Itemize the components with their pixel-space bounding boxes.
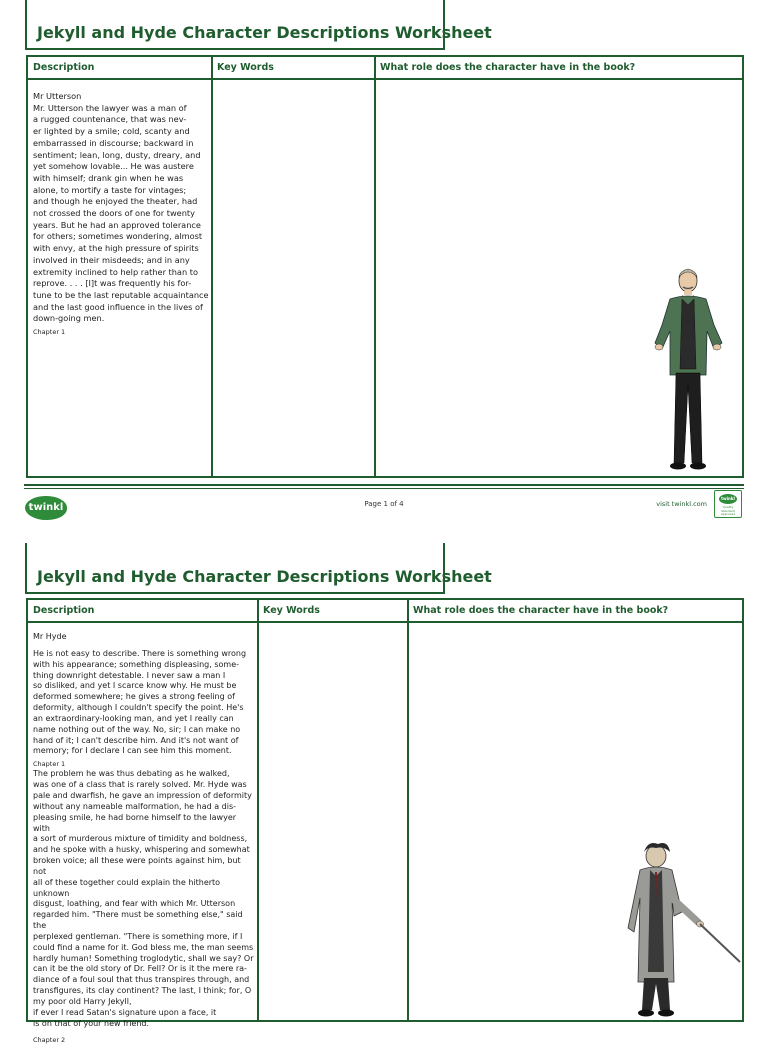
column-divider (257, 600, 259, 1020)
character-name: Mr Hyde (33, 632, 67, 641)
worksheet-page-1 (0, 0, 768, 520)
header-role: What role does the character have in the book? (413, 605, 669, 616)
header-key-words: Key Words (217, 62, 274, 73)
page-footer (24, 484, 744, 520)
description-cell (33, 91, 209, 340)
worksheet-table (26, 598, 744, 1044)
header-description: Description (33, 62, 95, 73)
footer-divider (24, 484, 744, 486)
title-box (25, 0, 492, 50)
chapter-label: Chapter 2 (33, 1035, 66, 1044)
column-divider (374, 57, 376, 476)
page-number: Page 1 of 4 (364, 500, 404, 508)
twinkl-logo-icon[interactable]: twinkl (25, 496, 67, 520)
column-divider (211, 57, 213, 476)
description-text: Mr. Utterson the lawyer was a man of a rugged countenance, that was nev- er lighted by a smile; cold, scanty and embarrassed in discourse; backward in sentiment; lean, long, dusty, dreary, and yet somehow lovable... He was austere with himself; drank gin when he was alone, to mortify a taste for vintages; and though he enjoyed the theater, had not crossed the doors of one for twenty years. But he had an approved tolerance for others; sometimes wondering, almost with envy, at the high pressure of spirits involved in their misdeeds; and in any extremity inclined to help rather than to reprove. . . . [I]t was frequently his for- tune to be the last reputable acquaintance and the last good influence in the lives of down-going men. (33, 102, 209, 324)
quality-badge-icon (714, 490, 742, 518)
header-key-words: Key Words (263, 605, 320, 616)
badge-logo: twinkl (719, 494, 737, 504)
badge-text: Quality Standard Approved (720, 505, 736, 516)
header-role: What role does the character have in the book? (380, 62, 636, 73)
worksheet-table (26, 55, 744, 478)
hyde-illustration (626, 842, 744, 1020)
character-name: Mr Utterson (33, 91, 82, 101)
description-text: The problem he was thus debating as he walked, was one of a class that is rarely solved. Mr. Hyde was pale and dwarfish, he gave an impression of deformity without any nameable malformation, he had a dis- pleasing smile, he had borne himself to the lawyer with a sort of murderous mixture of timidity and boldness, and he spoke with a husky, whispering and somewhat broken voice; all these were points against him, but not all of these together could explain the hitherto unknown disgust, loathing, and fear with which Mr. Utterson regarded him. "There must be something else," said the perplexed gentleman. "There is something more, if I could find a name for it. God bless me, the man seems hardly human! Something troglodytic, shall we say? Or can it be the old story of Dr. Fell? Or is it the mere ra- diance of a foul soul that thus transpires through, and transfigures, its clay continent? The last, I think; for, O my poor old Harry Jekyll, if ever I read Satan's signature upon a face, it is on that of your new friend. (33, 769, 254, 1028)
page-title: Jekyll and Hyde Character Descriptions Worksheet (37, 567, 492, 586)
description-cell (33, 632, 255, 1048)
table-header-row (28, 600, 742, 623)
chapter-label: Chapter 1 (33, 760, 66, 769)
table-header-row (28, 57, 742, 80)
page-title: Jekyll and Hyde Character Descriptions Worksheet (37, 23, 492, 42)
footer-divider (24, 488, 744, 489)
utterson-illustration (652, 265, 744, 479)
chapter-label: Chapter 1 (33, 328, 66, 337)
visit-link[interactable]: visit twinkl.com (656, 500, 707, 508)
column-divider (407, 600, 409, 1020)
description-text: He is not easy to describe. There is something wrong with his appearance; something displeasing, some- thing downright detestable. I never saw a man I so disliked, and yet I scarce know why. He must be deformed somewhere; he gives a strong feeling of deformity, although I couldn't specify the point. He's an extraordinary-looking man, and yet I really can name nothing out of the way. No, sir; I can make no hand of it; I can't describe him. And it's not want of memory; for I declare I can see him this moment. (33, 648, 247, 756)
header-description: Description (33, 605, 95, 616)
worksheet-page-2 (0, 540, 768, 1044)
title-box (25, 543, 492, 594)
